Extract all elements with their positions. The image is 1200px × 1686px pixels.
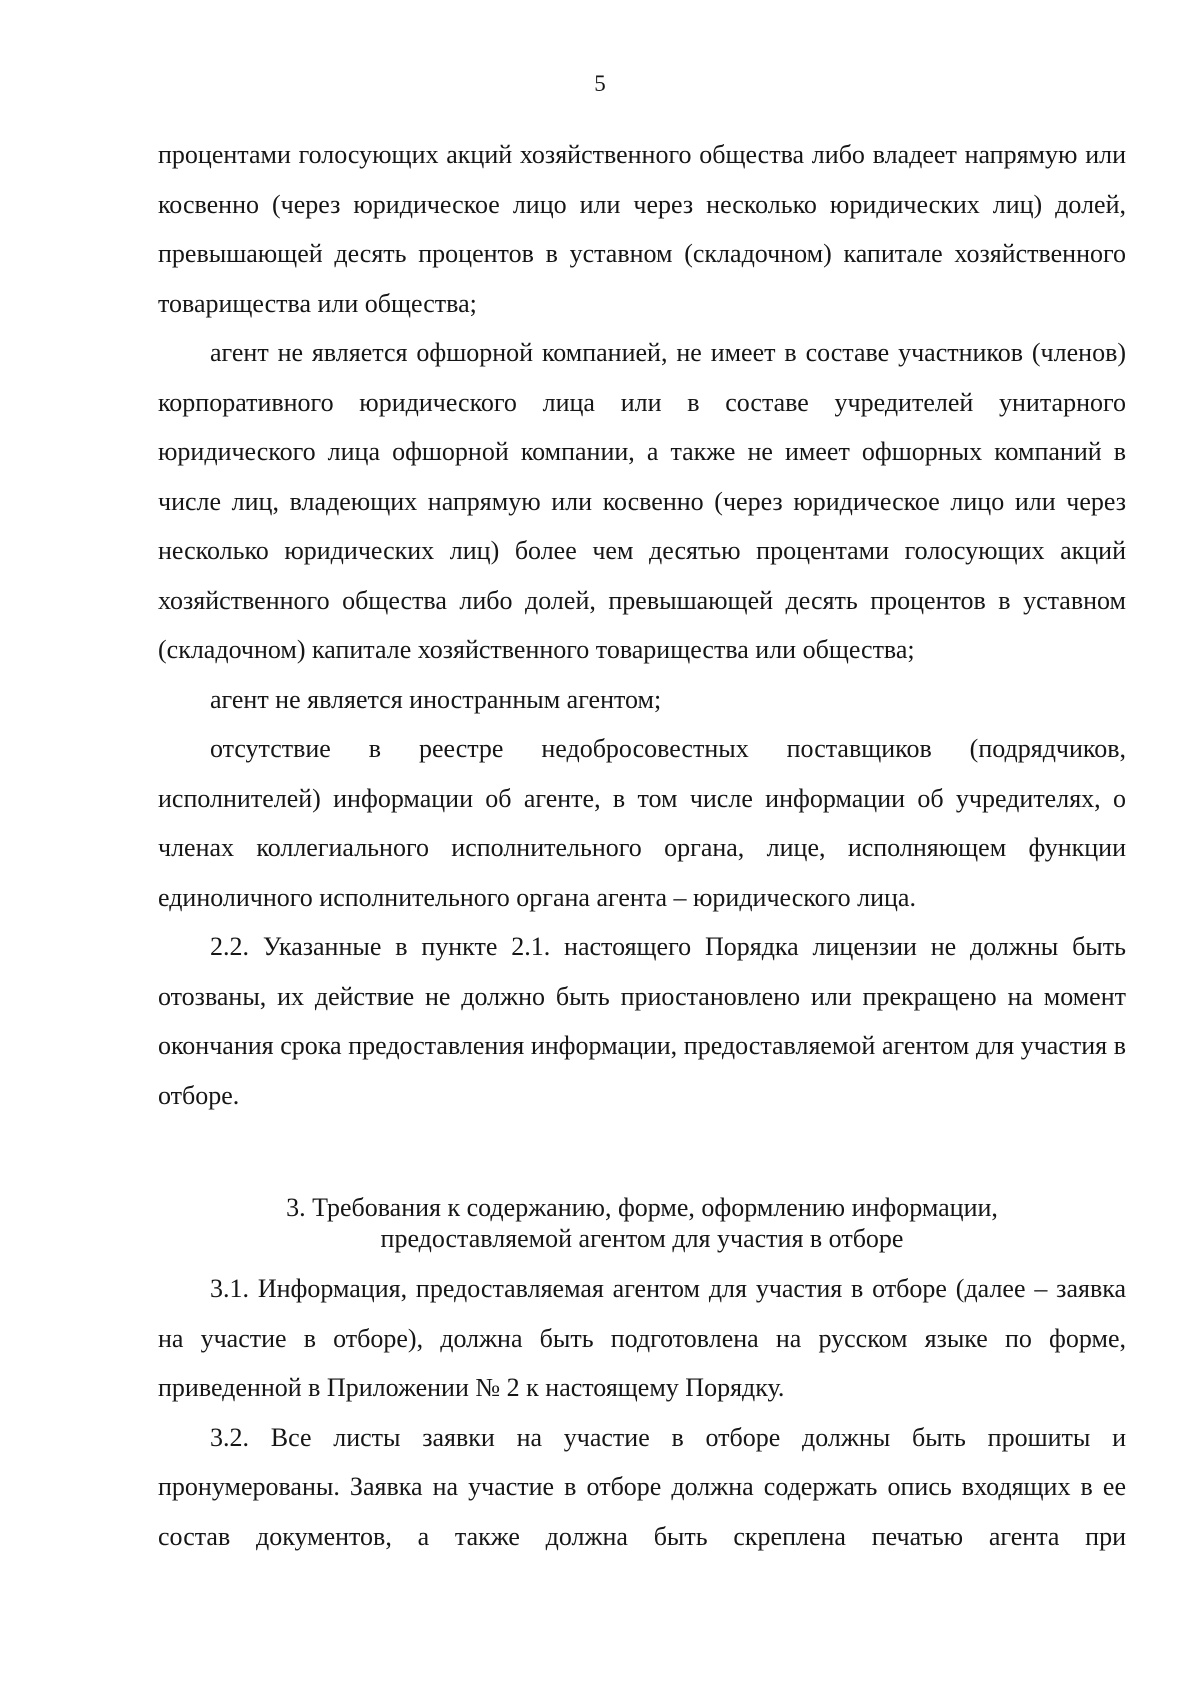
section-3-heading xyxy=(158,1192,1126,1254)
section-3-heading-line-2: предоставляемой агентом для участия в отборе xyxy=(380,1224,904,1253)
paragraph-unfair-suppliers-registry: отсутствие в реестре недобросовестных поставщиков (подрядчиков, исполнителей) информации об агенте, в том числе информации об учредителях, о членах коллегиального исполнительного органа, лице, исполняющем функции единоличного исполнительного органа агента – юридического лица. xyxy=(158,734,1126,912)
paragraph-foreign-agent: агент не является иностранным агентом; xyxy=(210,684,662,714)
paragraph-2-2-licenses: 2.2. Указанные в пункте 2.1. настоящего Порядка лицензии не должны быть отозваны, их действие не должно быть приостановлено или прекращено на момент окончания срока предоставления информации, предоставляемой агентом для участия в отборе. xyxy=(158,932,1126,1110)
paragraph-3-1-application-form: 3.1. Информация, предоставляемая агентом для участия в отборе (далее – заявка на участие в отборе), должна быть подготовлена на русском языке по форме, приведенной в Приложении № 2 к настоящему Порядку. xyxy=(158,1274,1126,1402)
paragraph-offshore-company: агент не является офшорной компанией, не имеет в составе участников (членов) корпоративного юридического лица или в составе учредителей унитарного юридического лица офшорной компании, а также не имеет офшорных компаний в числе лиц, владеющих напрямую или косвенно (через юридическое лицо или через несколько юридических лиц) более чем десятью процентами голосующих акций хозяйственного общества либо долей, превышающей десять процентов в уставном (складочном) капитале хозяйственного товарищества или общества; xyxy=(158,338,1126,664)
section-3-heading-line-1: 3. Требования к содержанию, форме, оформлению информации, xyxy=(286,1193,998,1222)
document-body xyxy=(158,130,1126,1561)
page-number: 5 xyxy=(594,71,606,96)
paragraph-voting-shares-continuation: процентами голосующих акций хозяйственного общества либо владеет напрямую или косвенно (через юридическое лицо или через несколько юридических лиц) долей, превышающей десять процентов в уставном (складочном) капитале хозяйственного товарищества или общества; xyxy=(158,140,1126,318)
paragraph-3-2-application-binding: 3.2. Все листы заявки на участие в отборе должны быть прошиты и пронумерованы. Заявка на участие в отборе должна содержать опись входящих в ее состав документов, а также должна быть скреплена печатью агента при xyxy=(158,1422,1126,1551)
